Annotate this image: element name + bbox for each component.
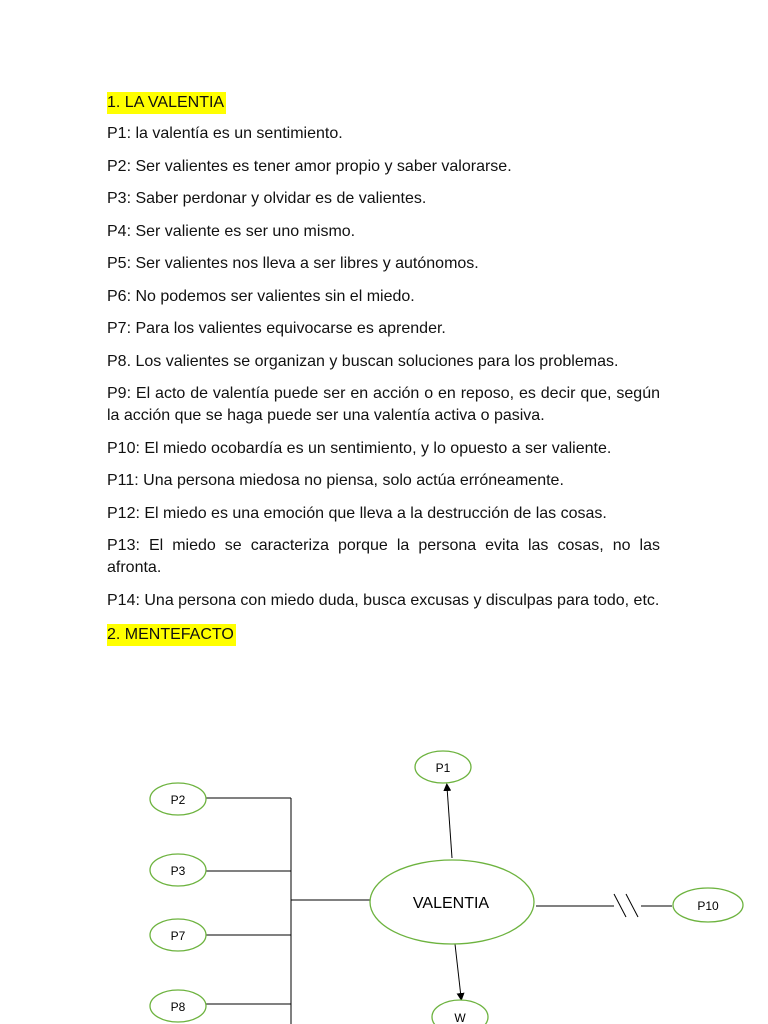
exclusion-slash-1 <box>614 894 626 917</box>
proposition-p2: P2: Ser valientes es tener amor propio y saber valorarse. <box>107 157 512 175</box>
proposition-p3: P3: Saber perdonar y olvidar es de valientes. <box>107 190 427 207</box>
section-heading-mentefacto: 2. MENTEFACTO <box>107 624 236 646</box>
node-p1 <box>415 751 471 783</box>
node-p2 <box>150 783 206 815</box>
node-p10-label: P10 <box>697 899 719 913</box>
node-w <box>432 1000 488 1024</box>
arrow-to-p1 <box>447 787 452 858</box>
node-valentia-label: VALENTIA <box>412 895 490 912</box>
node-p8-label: P8 <box>170 1000 186 1014</box>
node-p1-label: P1 <box>435 761 451 775</box>
node-p10 <box>673 888 743 922</box>
proposition-p5: P5: Ser valientes nos lleva a ser libres y autónomos. <box>107 255 479 272</box>
proposition-p4: P4: Ser valiente es ser uno mismo. <box>107 222 356 240</box>
node-w-label: W <box>454 1011 466 1024</box>
proposition-p13: P13: El miedo se caracteriza porque la persona evita las cosas, no las afronta. <box>107 537 660 576</box>
proposition-p10: P10: El miedo ocobardía es un sentimiento, y lo opuesto a ser valiente. <box>107 439 612 457</box>
proposition-p11: P11: Una persona miedosa no piensa, solo actúa erróneamente. <box>107 472 564 489</box>
exclusion-slash-2 <box>626 894 638 917</box>
proposition-p9: P9: El acto de valentía puede ser en acción o en reposo, es decir que, según la acción que se haga puede ser una valentía activa o pasiva. <box>107 385 660 424</box>
proposition-p8: P8. Los valientes se organizan y buscan soluciones para los problemas. <box>107 352 619 370</box>
node-p2-label: P2 <box>170 793 186 807</box>
arrow-to-w <box>455 944 461 997</box>
section-heading-la-valentia: 1. LA VALENTIA <box>107 92 226 114</box>
node-p8 <box>150 990 206 1022</box>
proposition-p6: P6: No podemos ser valientes sin el miedo. <box>107 287 415 305</box>
node-valentia <box>370 860 534 944</box>
node-p7-label: P7 <box>170 929 186 943</box>
node-p3 <box>150 854 206 886</box>
proposition-p12: P12: El miedo es una emoción que lleva a la destrucción de las cosas. <box>107 504 607 522</box>
node-p7 <box>150 919 206 951</box>
proposition-p14: P14: Una persona con miedo duda, busca excusas y disculpas para todo, etc. <box>107 591 660 609</box>
node-p3-label: P3 <box>170 864 186 878</box>
proposition-p1: P1: la valentía es un sentimiento. <box>107 125 343 142</box>
proposition-p7: P7: Para los valientes equivocarse es aprender. <box>107 320 446 337</box>
